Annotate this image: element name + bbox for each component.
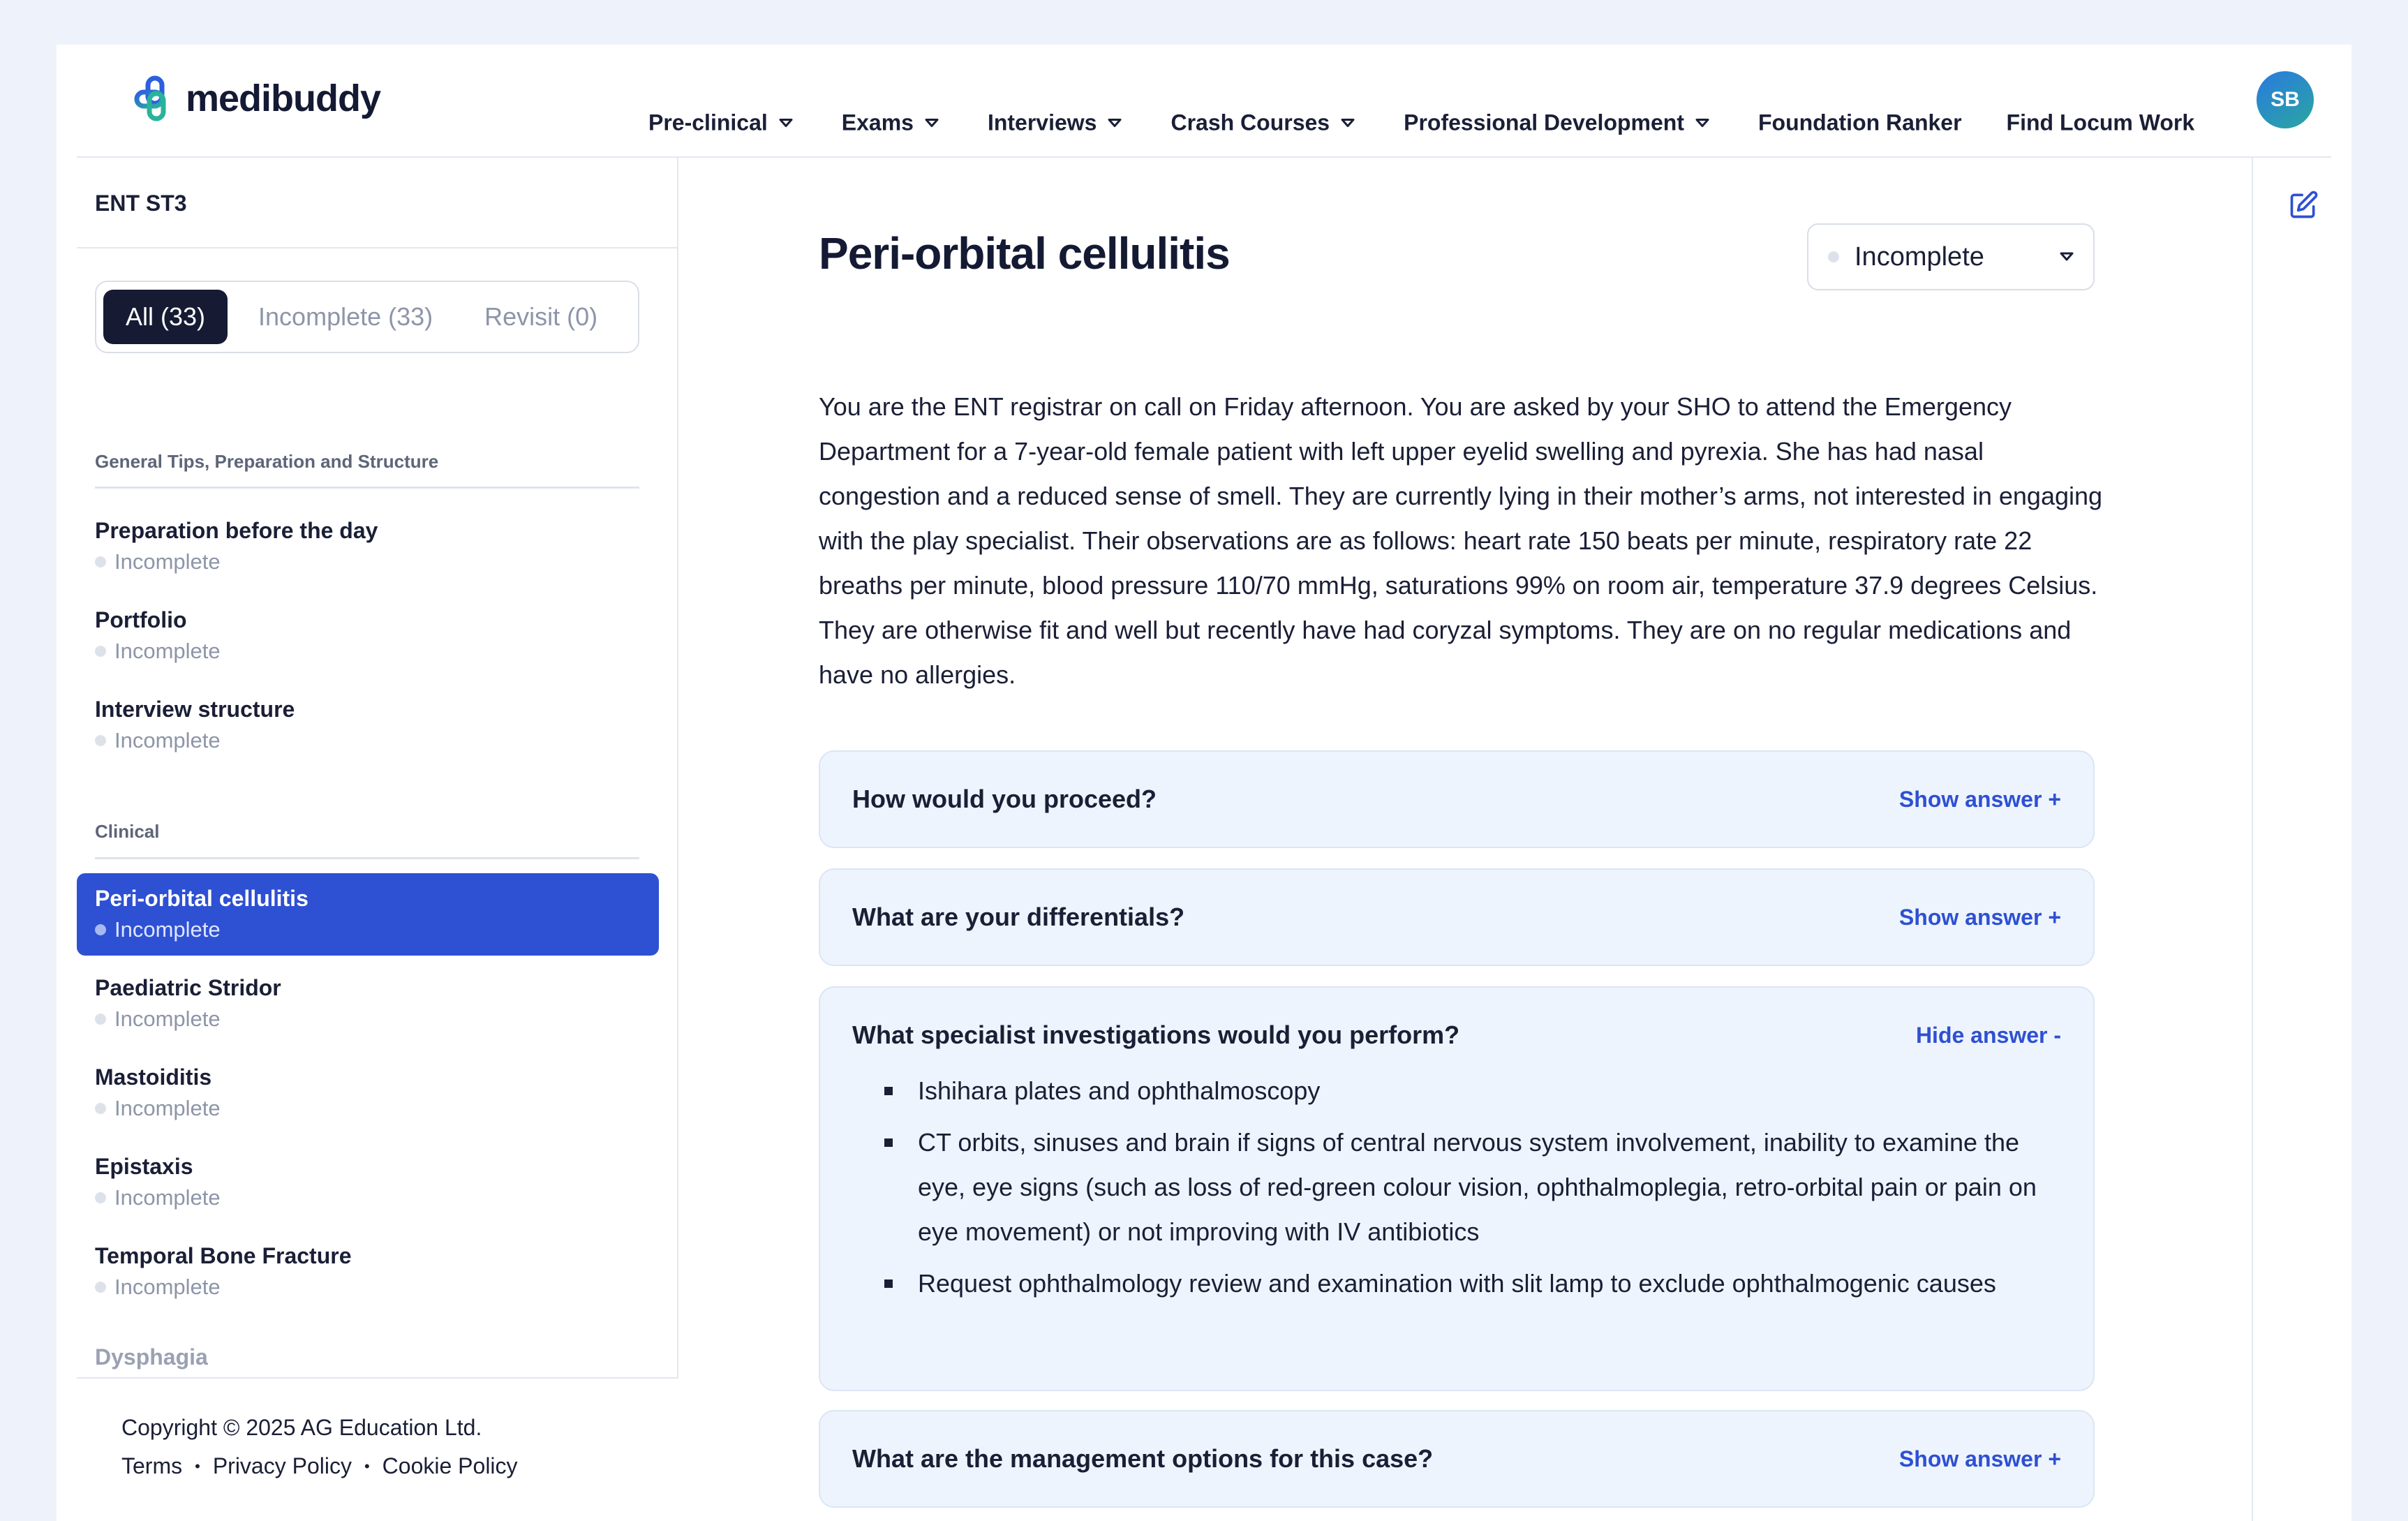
divider <box>77 247 678 248</box>
separator-dot: • <box>364 1457 370 1475</box>
medibuddy-logo-icon <box>133 75 179 121</box>
status-select[interactable] <box>1807 223 2095 290</box>
main-nav <box>648 110 2194 136</box>
nav-label: Pre-clinical <box>648 110 768 135</box>
right-rail <box>2252 158 2351 1521</box>
divider <box>95 487 639 489</box>
nav-foundation-ranker[interactable] <box>1758 110 1962 136</box>
question-text: What specialist investigations would you perform? <box>852 1021 1460 1049</box>
cookie-policy-link[interactable]: Cookie Policy <box>382 1453 518 1478</box>
status-text: Incomplete <box>114 1096 221 1120</box>
separator-dot: • <box>195 1457 200 1475</box>
hide-answer-button[interactable]: Hide answer - <box>1915 1022 2061 1048</box>
status-dot-icon <box>95 1014 106 1025</box>
item-status <box>95 546 641 578</box>
question-header[interactable] <box>820 752 2093 847</box>
answer-bullet: Ishihara plates and ophthalmoscopy <box>918 1069 2061 1113</box>
section-label: Clinical <box>95 821 160 842</box>
status-dot-icon <box>95 1192 106 1203</box>
status-text: Incomplete <box>114 1007 221 1031</box>
sidebar-item-interview-structure[interactable] <box>77 684 659 766</box>
status-dot-icon <box>95 735 106 746</box>
status-text: Incomplete <box>114 728 221 752</box>
status-text: Incomplete <box>114 639 221 663</box>
caret-down-icon <box>2060 252 2074 262</box>
nav-crash-courses[interactable] <box>1170 110 1355 136</box>
nav-professional-development[interactable] <box>1404 110 1709 136</box>
filter-tab-revisit[interactable]: Revisit (0) <box>484 302 598 331</box>
question-text: What are your differentials? <box>852 903 1185 931</box>
course-title: ENT ST3 <box>95 190 187 216</box>
nav-label: Professional Development <box>1404 110 1684 135</box>
question-text: How would you proceed? <box>852 785 1157 813</box>
item-status <box>95 635 641 667</box>
sidebar-item-preparation[interactable] <box>77 505 659 588</box>
status-select-value: Incomplete <box>1855 242 1984 272</box>
item-name: Peri-orbital cellulitis <box>95 886 309 911</box>
nav-label: Foundation Ranker <box>1757 110 1962 135</box>
divider <box>95 857 639 859</box>
status-dot-icon <box>95 556 106 567</box>
question-card <box>819 1410 2095 1508</box>
item-name: Preparation before the day <box>95 518 378 543</box>
brand-logo[interactable] <box>133 74 380 123</box>
caret-down-icon <box>1108 118 1122 128</box>
question-header[interactable] <box>820 1411 2093 1506</box>
sidebar-item-epistaxis[interactable] <box>77 1141 659 1224</box>
brand-name: medibuddy <box>186 77 381 119</box>
question-card <box>819 868 2095 966</box>
item-status <box>95 1182 641 1214</box>
sidebar-item-mastoiditis[interactable] <box>77 1052 659 1134</box>
filter-tab-incomplete[interactable]: Incomplete (33) <box>258 302 433 331</box>
user-avatar[interactable]: SB <box>2257 71 2314 128</box>
sidebar-footer <box>77 1377 678 1521</box>
show-answer-button[interactable]: Show answer + <box>1898 1446 2061 1471</box>
status-text: Incomplete <box>114 1275 221 1299</box>
page-title: Peri-orbital cellulitis <box>819 228 1230 279</box>
app-frame <box>57 45 2351 1521</box>
nav-exams[interactable] <box>842 110 939 136</box>
scenario-text: You are the ENT registrar on call on Friday afternoon. You are asked by your SHO to attend the Emergency Department for a 7-year-old female patient with left upper eyelid swelling and pyrexia. She has had nasal congestion and a reduced sense of smell. They are currently lying in their mother’s arms, not interested in engaging with the play specialist. Their observations are as follows: heart rate 150 beats per minute, respiratory rate 22 breaths per minute, blood pressure 110/70 mmHg, saturations 99% on room air, temperature 37.9 degrees Celsius. They are otherwise fit and well but recently have had coryzal symptoms. They are on no regular medications and have no allergies. <box>819 392 2103 689</box>
sidebar-item-paediatric-stridor[interactable] <box>77 963 659 1045</box>
status-text: Incomplete <box>114 917 221 942</box>
question-card <box>819 750 2095 848</box>
answer-bullet: CT orbits, sinuses and brain if signs of central nervous system involvement, inability to examine the eye, eye signs (such as loss of red-green colour vision, ophthalmoplegia, retro-orbital pain or pain on eye movement) or not improving with IV antibiotics <box>918 1120 2061 1254</box>
item-name: Portfolio <box>95 607 187 632</box>
caret-down-icon <box>779 118 793 128</box>
edit-icon[interactable] <box>2288 190 2319 221</box>
item-name: Interview structure <box>95 697 295 722</box>
show-answer-button[interactable]: Show answer + <box>1898 786 2061 812</box>
filter-tab-all[interactable]: All (33) <box>103 290 228 344</box>
caret-down-icon <box>1695 118 1709 128</box>
item-name: Temporal Bone Fracture <box>95 1243 352 1268</box>
item-status <box>95 1003 641 1035</box>
nav-label: Crash Courses <box>1170 110 1330 135</box>
section-label: General Tips, Preparation and Structure <box>95 451 439 472</box>
status-text: Incomplete <box>114 549 221 574</box>
answer-bullet: Request ophthalmology review and examination with slit lamp to exclude ophthalmogenic causes <box>918 1261 2061 1306</box>
item-status <box>95 725 641 757</box>
nav-label: Interviews <box>987 110 1097 135</box>
main-content <box>678 158 2256 1521</box>
sidebar-item-portfolio[interactable] <box>77 595 659 677</box>
status-dot-icon <box>95 1103 106 1114</box>
item-status <box>95 1092 641 1125</box>
status-dot-icon <box>95 924 106 935</box>
privacy-policy-link[interactable]: Privacy Policy <box>212 1453 352 1478</box>
status-dot-icon <box>1828 251 1839 262</box>
item-name: Paediatric Stridor <box>95 975 281 1000</box>
answer-list <box>820 1069 2093 1306</box>
copyright-text: Copyright © 2025 AG Education Ltd. <box>121 1415 482 1440</box>
filter-tabs <box>95 281 639 353</box>
nav-pre-clinical[interactable] <box>648 110 793 136</box>
sidebar-item-dysphagia[interactable]: Dysphagia <box>95 1344 208 1370</box>
status-dot-icon <box>95 646 106 657</box>
question-card-expanded <box>819 986 2095 1391</box>
question-header[interactable] <box>820 870 2093 965</box>
status-text: Incomplete <box>114 1185 221 1210</box>
caret-down-icon <box>1341 118 1355 128</box>
nav-interviews[interactable] <box>988 110 1122 136</box>
nav-label: Find Locum Work <box>2006 110 2195 135</box>
terms-link[interactable]: Terms <box>121 1453 183 1478</box>
sidebar-item-temporal-bone-fracture[interactable] <box>77 1231 659 1313</box>
nav-label: Exams <box>841 110 914 135</box>
item-name: Epistaxis <box>95 1154 193 1179</box>
nav-find-locum-work[interactable] <box>2007 110 2195 136</box>
top-header <box>77 45 2331 158</box>
footer-links <box>121 1453 518 1479</box>
show-answer-button[interactable]: Show answer + <box>1898 904 2061 930</box>
sidebar <box>77 158 678 1521</box>
status-dot-icon <box>95 1282 106 1293</box>
sidebar-item-peri-orbital-cellulitis[interactable] <box>77 873 659 956</box>
question-text: What are the management options for this case? <box>852 1444 1434 1473</box>
item-status <box>95 1271 641 1303</box>
caret-down-icon <box>925 118 939 128</box>
item-name: Mastoiditis <box>95 1064 212 1090</box>
item-status <box>95 914 641 946</box>
